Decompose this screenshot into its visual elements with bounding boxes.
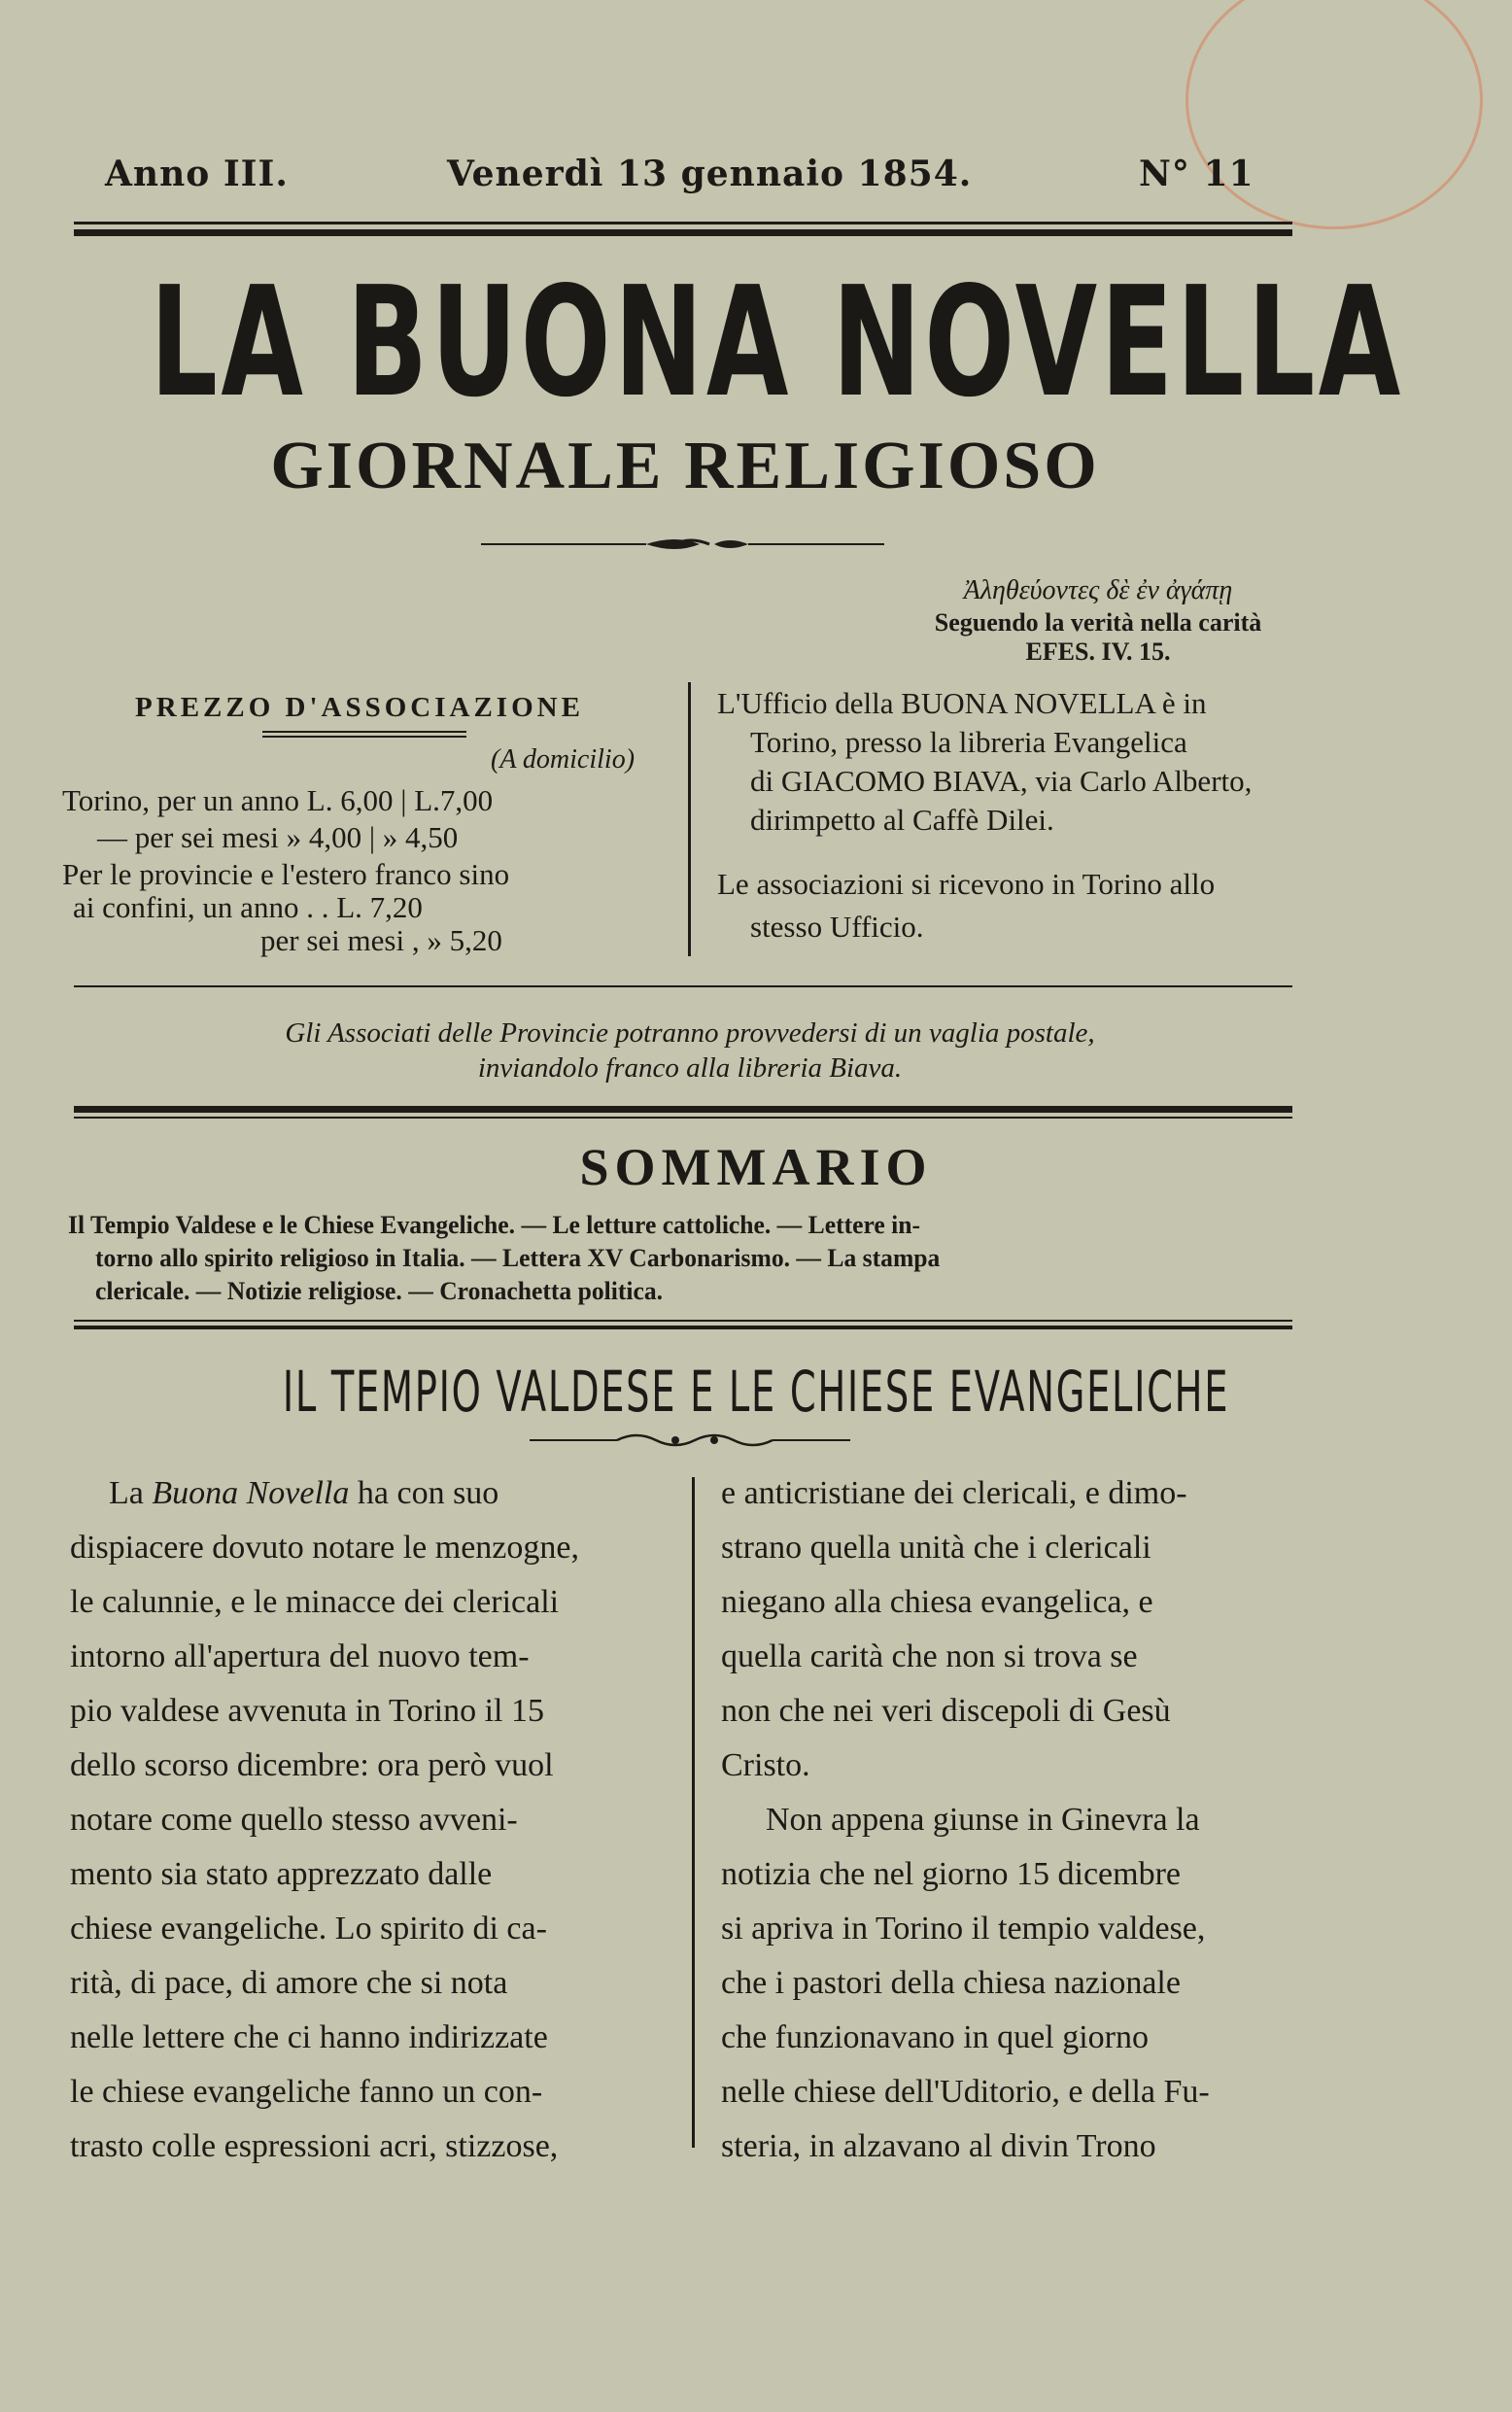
office-line-4: dirimpetto al Caffè Dilei. xyxy=(750,803,1054,837)
price-line-1: Torino, per un anno L. 6,00 | L.7,00 xyxy=(62,783,494,817)
office-line-1: L'Ufficio della BUONA NOVELLA è in xyxy=(717,686,1207,720)
notice-line-1: Gli Associati delle Provincie potranno provvedersi di un vaglia postale, xyxy=(285,1017,1095,1049)
left-column-line-10: rità, di pace, di amore che si nota xyxy=(70,1965,508,2001)
newspaper-subtitle: GIORNALE RELIGIOSO xyxy=(270,429,1100,503)
right-column-line-9: si apriva in Torino il tempio valdese, xyxy=(721,1911,1206,1947)
sommario-line-2: torno allo spirito religioso in Italia. — Lettera XV Carbonarismo. — La stampa xyxy=(95,1244,941,1272)
office-line-5: Le associazioni si ricevono in Torino allo xyxy=(717,867,1216,901)
price-heading-rule-2 xyxy=(262,736,466,738)
article-title: IL TEMPIO VALDESE E LE CHIESE EVANGELICHE xyxy=(282,1359,1230,1425)
price-heading: PREZZO D'ASSOCIAZIONE xyxy=(135,692,584,723)
column-divider-article xyxy=(692,1477,695,2148)
price-line-5: per sei mesi , » 5,20 xyxy=(260,923,502,957)
issue-year: Anno III. xyxy=(105,154,289,194)
left-column-line-1: La Buona Novella ha con suo xyxy=(109,1475,499,1511)
price-column-note: (A domicilio) xyxy=(491,744,636,775)
notice-line-2: inviandolo franco alla libreria Biava. xyxy=(477,1052,903,1084)
left-column-line-8: mento sia stato apprezzato dalle xyxy=(70,1856,493,1892)
right-column-line-2: strano quella unità che i clericali xyxy=(721,1530,1151,1566)
section-rule-thin xyxy=(74,1117,1292,1119)
left-column-line-13: trasto colle espressioni acri, stizzose, xyxy=(70,2128,559,2164)
left-column-line-4: intorno all'apertura del nuovo tem- xyxy=(70,1638,530,1674)
right-column-line-6: Cristo. xyxy=(721,1747,810,1783)
right-column-line-12: nelle chiese dell'Uditorio, e della Fu- xyxy=(721,2074,1210,2110)
left-column-line-3: le calunnie, e le minacce dei clericali xyxy=(70,1584,560,1620)
section-rule-1 xyxy=(74,985,1292,987)
office-line-6: stesso Ufficio. xyxy=(750,910,924,944)
library-stamp xyxy=(1186,0,1483,229)
left-column-line-12: le chiese evangeliche fanno un con- xyxy=(70,2074,543,2110)
left-column-line-7: notare come quello stesso avveni- xyxy=(70,1802,518,1838)
masthead-rule-thick xyxy=(74,229,1292,236)
newspaper-title: LA BUONA NOVELLA xyxy=(150,255,1404,431)
office-line-3: di GIACOMO BIAVA, via Carlo Alberto, xyxy=(750,764,1253,798)
epigraph-italian: Seguendo la verità nella carità xyxy=(934,608,1262,637)
price-line-3: Per le provincie e l'estero franco sino xyxy=(62,857,510,891)
right-column-line-11: che funzionavano in quel giorno xyxy=(721,2019,1149,2055)
epigraph-reference: EFES. IV. 15. xyxy=(1025,637,1171,666)
issue-number: N° 11 xyxy=(1139,154,1254,194)
right-column-line-3: niegano alla chiesa evangelica, e xyxy=(721,1584,1153,1620)
section-rule-thick xyxy=(74,1106,1292,1113)
left-column-line-11: nelle lettere che ci hanno indirizzate xyxy=(70,2019,548,2055)
issue-date: Venerdì 13 gennaio 1854. xyxy=(447,154,973,194)
right-column-line-13: steria, in alzavano al divin Trono xyxy=(721,2128,1156,2164)
right-column-line-7: Non appena giunse in Ginevra la xyxy=(766,1802,1200,1838)
right-column-line-1: e anticristiane dei clericali, e dimo- xyxy=(721,1475,1187,1511)
right-column-line-5: non che nei veri discepoli di Gesù xyxy=(721,1693,1171,1729)
right-column-line-8: notizia che nel giorno 15 dicembre xyxy=(721,1856,1181,1892)
price-line-2: — per sei mesi » 4,00 | » 4,50 xyxy=(97,820,459,854)
sommario-line-1: Il Tempio Valdese e le Chiese Evangeliche. — Le letture cattoliche. — Lettere in- xyxy=(68,1211,921,1239)
sommario-line-3: clericale. — Notizie religiose. — Cronachetta politica. xyxy=(95,1277,664,1305)
epigraph-greek: Ἀληθεύοντες δὲ ἐν ἀγάπῃ xyxy=(963,575,1233,605)
left-column-line-2: dispiacere dovuto notare le menzogne, xyxy=(70,1530,579,1566)
price-heading-rule xyxy=(262,731,466,733)
section-rule-3 xyxy=(74,1326,1292,1329)
right-column-line-10: che i pastori della chiesa nazionale xyxy=(721,1965,1181,2001)
masthead-rule-thin xyxy=(74,222,1292,224)
right-column-line-4: quella carità che non si trova se xyxy=(721,1638,1138,1674)
article-ornament-icon xyxy=(530,1429,850,1452)
left-column-line-6: dello scorso dicembre: ora però vuol xyxy=(70,1747,554,1783)
office-line-2: Torino, presso la libreria Evangelica xyxy=(750,725,1187,759)
price-line-4: ai confini, un anno . . L. 7,20 xyxy=(73,890,423,924)
ornament-divider-icon xyxy=(481,533,884,556)
column-divider-top xyxy=(688,682,691,956)
sommario-title: SOMMARIO xyxy=(579,1138,933,1196)
left-column-line-5: pio valdese avvenuta in Torino il 15 xyxy=(70,1693,545,1729)
section-rule-2 xyxy=(74,1320,1292,1322)
left-column-line-9: chiese evangeliche. Lo spirito di ca- xyxy=(70,1911,547,1947)
